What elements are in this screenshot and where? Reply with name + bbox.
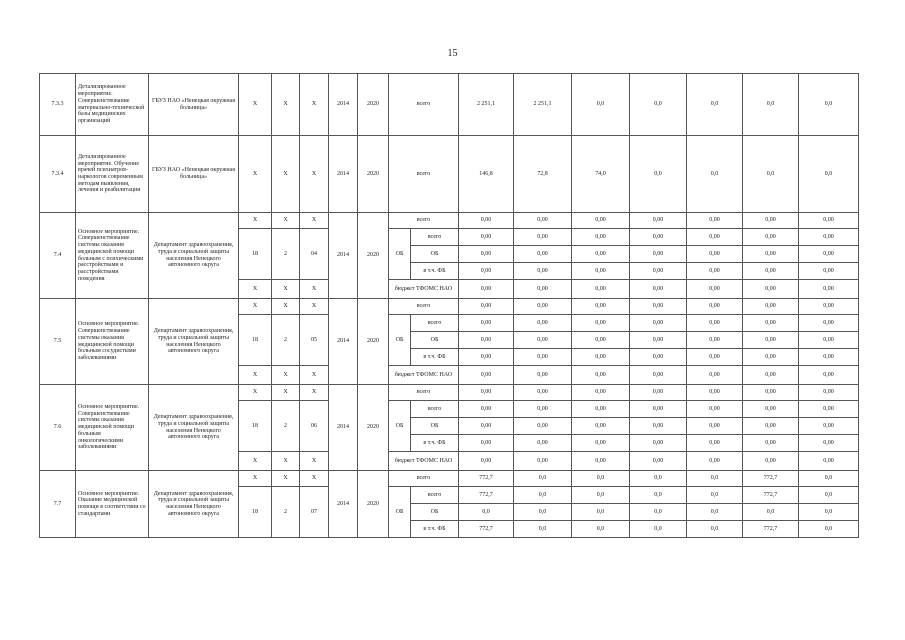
value-cell: 0,00 xyxy=(630,452,687,471)
code-mark: Х xyxy=(239,213,272,229)
year-start: 2014 xyxy=(329,299,358,385)
value-cell: 0,0 xyxy=(514,504,572,521)
year-end: 2020 xyxy=(358,74,389,136)
table-row xyxy=(40,213,859,229)
line-label: ОБ xyxy=(411,246,459,263)
block-description: Основное мероприятие. Совершенствование системы оказания медицинской помощи больным с психическими расстройствами и расстройствами поведения xyxy=(76,213,149,299)
code-mark: Х xyxy=(300,213,329,229)
line-label: бюджет ТФОМС НАО xyxy=(389,366,459,385)
value-cell: 0,00 xyxy=(630,263,687,280)
value-cell: 0,00 xyxy=(514,263,572,280)
block-executor: Департамент здравоохранения, труда и социальной защиты населения Ненецкого автономного округа xyxy=(149,299,239,385)
value-cell: 0,00 xyxy=(572,229,630,246)
row-code: 7.3.3 xyxy=(40,74,76,136)
code-value: 18 xyxy=(239,315,272,366)
value-cell: 0,0 xyxy=(687,471,743,487)
value-cell: 0,00 xyxy=(630,418,687,435)
code-value: 18 xyxy=(239,401,272,452)
value-cell: 0,00 xyxy=(743,299,799,315)
line-label: ОБ xyxy=(411,504,459,521)
value-cell: 0,00 xyxy=(630,213,687,229)
value-cell: 0,00 xyxy=(514,332,572,349)
row-code-mark: Х xyxy=(272,74,300,136)
line-label: всего xyxy=(411,229,459,246)
value-cell: 0,00 xyxy=(514,385,572,401)
ob-label: ОБ xyxy=(389,229,411,280)
value-cell: 146,8 xyxy=(459,136,514,213)
value-cell: 0,00 xyxy=(572,349,630,366)
value-cell: 0,00 xyxy=(799,299,859,315)
value-cell: 0,00 xyxy=(459,280,514,299)
code-value: 2 xyxy=(272,487,300,538)
value-cell: 0,00 xyxy=(459,418,514,435)
value-cell: 0,00 xyxy=(630,435,687,452)
value-cell: 0,00 xyxy=(514,246,572,263)
code-mark: Х xyxy=(272,299,300,315)
value-cell: 0,00 xyxy=(572,435,630,452)
value-cell: 0,00 xyxy=(799,213,859,229)
value-cell: 0,0 xyxy=(799,504,859,521)
value-cell: 0,0 xyxy=(799,136,859,213)
ob-label: ОБ xyxy=(389,487,411,538)
value-cell: 0,00 xyxy=(459,229,514,246)
value-cell: 0,00 xyxy=(630,229,687,246)
value-cell: 0,00 xyxy=(514,401,572,418)
value-cell: 0,00 xyxy=(459,246,514,263)
value-cell: 0,00 xyxy=(799,418,859,435)
code-value: 18 xyxy=(239,229,272,280)
value-cell: 0,0 xyxy=(630,521,687,538)
year-start: 2014 xyxy=(329,471,358,538)
value-cell: 0,00 xyxy=(514,315,572,332)
row-description: Детализированное мероприятие. Совершенствование материально-технической базы медицинских организаций xyxy=(76,74,149,136)
value-cell: 0,00 xyxy=(687,385,743,401)
row-code-mark: Х xyxy=(239,74,272,136)
year-start: 2014 xyxy=(329,74,358,136)
code-mark: Х xyxy=(239,385,272,401)
value-cell: 0,0 xyxy=(687,504,743,521)
value-cell: 0,00 xyxy=(630,385,687,401)
value-cell: 0,00 xyxy=(459,213,514,229)
value-cell: 0,00 xyxy=(743,401,799,418)
value-cell: 772,7 xyxy=(743,521,799,538)
value-cell: 0,00 xyxy=(572,299,630,315)
value-cell: 0,0 xyxy=(514,471,572,487)
line-label: бюджет ТФОМС НАО xyxy=(389,280,459,299)
value-cell: 0,00 xyxy=(799,315,859,332)
value-cell: 0,00 xyxy=(743,452,799,471)
value-cell: 0,00 xyxy=(514,418,572,435)
value-cell: 0,0 xyxy=(743,504,799,521)
value-cell: 0,0 xyxy=(687,487,743,504)
value-cell: 0,00 xyxy=(459,263,514,280)
row-description: Детализированное мероприятие. Обучение врачей психиатров-наркологов современным методам выявления, лечения и реабилитации xyxy=(76,136,149,213)
code-mark: Х xyxy=(239,366,272,385)
value-cell: 0,0 xyxy=(514,521,572,538)
code-mark: Х xyxy=(239,452,272,471)
value-cell: 0,00 xyxy=(799,229,859,246)
value-cell: 0,0 xyxy=(459,504,514,521)
block-executor: Департамент здравоохранения, труда и социальной защиты населения Ненецкого автономного округа xyxy=(149,471,239,538)
row-code-mark: Х xyxy=(300,74,329,136)
block-executor: Департамент здравоохранения, труда и социальной защиты населения Ненецкого автономного округа xyxy=(149,213,239,299)
value-cell: 0,00 xyxy=(743,366,799,385)
value-cell: 0,0 xyxy=(630,504,687,521)
value-cell: 0,00 xyxy=(799,435,859,452)
code-mark: Х xyxy=(272,471,300,487)
value-cell: 772,7 xyxy=(743,471,799,487)
value-cell: 0,00 xyxy=(514,366,572,385)
code-mark: Х xyxy=(239,471,272,487)
value-cell: 0,0 xyxy=(514,487,572,504)
year-end: 2020 xyxy=(358,213,389,299)
value-cell: 0,00 xyxy=(572,263,630,280)
row-label: всего xyxy=(389,74,459,136)
value-cell: 0,00 xyxy=(743,229,799,246)
code-value: 04 xyxy=(300,229,329,280)
row-code-mark: Х xyxy=(239,136,272,213)
value-cell: 0,00 xyxy=(687,213,743,229)
block-description: Основное мероприятие. Оказание медицинской помощи в соответствии со стандартами xyxy=(76,471,149,538)
code-mark: Х xyxy=(239,280,272,299)
value-cell: 0,00 xyxy=(799,263,859,280)
value-cell: 772,7 xyxy=(743,487,799,504)
code-value: 2 xyxy=(272,229,300,280)
value-cell: 0,00 xyxy=(572,280,630,299)
code-mark: Х xyxy=(239,299,272,315)
value-cell: 0,0 xyxy=(799,74,859,136)
line-label: бюджет ТФОМС НАО xyxy=(389,452,459,471)
year-end: 2020 xyxy=(358,385,389,471)
value-cell: 74,0 xyxy=(572,136,630,213)
value-cell: 0,0 xyxy=(630,471,687,487)
year-end: 2020 xyxy=(358,471,389,538)
value-cell: 0,00 xyxy=(630,315,687,332)
line-label: ОБ xyxy=(411,332,459,349)
value-cell: 0,00 xyxy=(514,280,572,299)
row-executor: ГБУЗ НАО «Ненецкая окружная больница» xyxy=(149,74,239,136)
line-label: всего xyxy=(389,213,459,229)
code-value: 05 xyxy=(300,315,329,366)
block-executor: Департамент здравоохранения, труда и социальной защиты населения Ненецкого автономного округа xyxy=(149,385,239,471)
value-cell: 0,00 xyxy=(514,435,572,452)
code-value: 2 xyxy=(272,401,300,452)
value-cell: 0,00 xyxy=(459,366,514,385)
value-cell: 0,00 xyxy=(572,385,630,401)
value-cell: 0,00 xyxy=(687,299,743,315)
value-cell: 0,0 xyxy=(687,521,743,538)
value-cell: 0,00 xyxy=(687,263,743,280)
value-cell: 0,00 xyxy=(687,401,743,418)
code-value: 18 xyxy=(239,487,272,538)
table-row xyxy=(40,299,859,315)
value-cell: 0,00 xyxy=(743,349,799,366)
value-cell: 0,00 xyxy=(687,280,743,299)
value-cell: 0,00 xyxy=(743,435,799,452)
value-cell: 0,00 xyxy=(630,401,687,418)
value-cell: 0,0 xyxy=(743,74,799,136)
value-cell: 0,00 xyxy=(572,401,630,418)
value-cell: 0,00 xyxy=(572,418,630,435)
line-label: всего xyxy=(389,385,459,401)
table-row xyxy=(40,385,859,401)
ob-label: ОБ xyxy=(389,315,411,366)
line-label: ОБ xyxy=(411,418,459,435)
code-mark: Х xyxy=(300,299,329,315)
code-mark: Х xyxy=(300,471,329,487)
code-value: 06 xyxy=(300,401,329,452)
value-cell: 0,00 xyxy=(514,349,572,366)
table-row xyxy=(40,74,859,136)
value-cell: 0,0 xyxy=(743,136,799,213)
row-code-mark: Х xyxy=(300,136,329,213)
value-cell: 0,00 xyxy=(459,435,514,452)
year-start: 2014 xyxy=(329,385,358,471)
value-cell: 0,00 xyxy=(743,418,799,435)
line-label: всего xyxy=(411,315,459,332)
code-mark: Х xyxy=(300,280,329,299)
value-cell: 0,00 xyxy=(687,452,743,471)
value-cell: 772,7 xyxy=(459,487,514,504)
value-cell: 0,00 xyxy=(799,246,859,263)
code-mark: Х xyxy=(300,385,329,401)
block-description: Основное мероприятие. Совершенствование системы оказания медицинской помощи больным онкологическими заболеваниями xyxy=(76,385,149,471)
line-label: всего xyxy=(389,471,459,487)
value-cell: 0,00 xyxy=(743,246,799,263)
row-label: всего xyxy=(389,136,459,213)
value-cell: 772,7 xyxy=(459,521,514,538)
value-cell: 0,00 xyxy=(630,280,687,299)
value-cell: 0,00 xyxy=(572,213,630,229)
value-cell: 0,00 xyxy=(514,299,572,315)
value-cell: 0,00 xyxy=(459,299,514,315)
value-cell: 0,0 xyxy=(799,471,859,487)
value-cell: 0,00 xyxy=(514,452,572,471)
code-value: 07 xyxy=(300,487,329,538)
value-cell: 0,0 xyxy=(630,136,687,213)
value-cell: 0,00 xyxy=(687,349,743,366)
code-mark: Х xyxy=(272,385,300,401)
value-cell: 0,0 xyxy=(630,487,687,504)
value-cell: 0,0 xyxy=(687,74,743,136)
value-cell: 0,00 xyxy=(799,349,859,366)
value-cell: 0,00 xyxy=(630,366,687,385)
value-cell: 0,00 xyxy=(687,435,743,452)
value-cell: 0,00 xyxy=(630,299,687,315)
value-cell: 0,0 xyxy=(687,136,743,213)
value-cell: 772,7 xyxy=(459,471,514,487)
value-cell: 0,00 xyxy=(514,213,572,229)
value-cell: 0,0 xyxy=(572,471,630,487)
block-description: Основное мероприятие. Совершенствование системы оказания медицинской помощи больным сосудистыми заболеваниями xyxy=(76,299,149,385)
value-cell: 0,00 xyxy=(630,332,687,349)
year-end: 2020 xyxy=(358,299,389,385)
value-cell: 0,0 xyxy=(572,487,630,504)
value-cell: 0,00 xyxy=(572,452,630,471)
value-cell: 0,00 xyxy=(687,418,743,435)
value-cell: 0,00 xyxy=(687,366,743,385)
value-cell: 0,00 xyxy=(743,213,799,229)
value-cell: 0,00 xyxy=(687,315,743,332)
line-label: в т.ч. ФБ xyxy=(411,263,459,280)
value-cell: 0,00 xyxy=(687,229,743,246)
value-cell: 0,00 xyxy=(572,246,630,263)
value-cell: 0,00 xyxy=(459,401,514,418)
value-cell: 0,00 xyxy=(799,385,859,401)
program-table xyxy=(39,73,859,538)
page-number: 15 xyxy=(447,48,458,59)
value-cell: 72,8 xyxy=(514,136,572,213)
value-cell: 0,00 xyxy=(687,246,743,263)
value-cell: 0,00 xyxy=(630,349,687,366)
code-mark: Х xyxy=(272,366,300,385)
value-cell: 2 251,1 xyxy=(459,74,514,136)
value-cell: 0,00 xyxy=(799,401,859,418)
value-cell: 0,00 xyxy=(572,332,630,349)
value-cell: 0,00 xyxy=(630,246,687,263)
row-code-mark: Х xyxy=(272,136,300,213)
year-end: 2020 xyxy=(358,136,389,213)
value-cell: 0,0 xyxy=(572,74,630,136)
code-mark: Х xyxy=(272,452,300,471)
value-cell: 0,0 xyxy=(630,74,687,136)
code-mark: Х xyxy=(300,366,329,385)
table-row xyxy=(40,136,859,213)
block-code: 7.5 xyxy=(40,299,76,385)
ob-label: ОБ xyxy=(389,401,411,452)
block-code: 7.6 xyxy=(40,385,76,471)
value-cell: 0,0 xyxy=(572,504,630,521)
row-executor: ГБУЗ НАО «Ненецкая окружная больница» xyxy=(149,136,239,213)
value-cell: 0,00 xyxy=(743,315,799,332)
year-start: 2014 xyxy=(329,136,358,213)
table-row xyxy=(40,471,859,487)
code-mark: Х xyxy=(272,213,300,229)
value-cell: 2 251,1 xyxy=(514,74,572,136)
block-code: 7.7 xyxy=(40,471,76,538)
year-start: 2014 xyxy=(329,213,358,299)
block-code: 7.4 xyxy=(40,213,76,299)
value-cell: 0,00 xyxy=(799,280,859,299)
value-cell: 0,00 xyxy=(743,385,799,401)
code-value: 2 xyxy=(272,315,300,366)
value-cell: 0,00 xyxy=(799,332,859,349)
code-mark: Х xyxy=(272,280,300,299)
row-code: 7.3.4 xyxy=(40,136,76,213)
value-cell: 0,00 xyxy=(459,452,514,471)
value-cell: 0,00 xyxy=(743,332,799,349)
code-mark: Х xyxy=(300,452,329,471)
value-cell: 0,0 xyxy=(799,521,859,538)
value-cell: 0,00 xyxy=(459,349,514,366)
value-cell: 0,00 xyxy=(687,332,743,349)
value-cell: 0,00 xyxy=(572,315,630,332)
line-label: всего xyxy=(411,487,459,504)
line-label: всего xyxy=(411,401,459,418)
value-cell: 0,00 xyxy=(514,229,572,246)
value-cell: 0,00 xyxy=(799,366,859,385)
value-cell: 0,00 xyxy=(743,263,799,280)
value-cell: 0,00 xyxy=(459,332,514,349)
value-cell: 0,00 xyxy=(459,385,514,401)
value-cell: 0,00 xyxy=(572,366,630,385)
value-cell: 0,00 xyxy=(799,452,859,471)
line-label: в т.ч. ФБ xyxy=(411,349,459,366)
line-label: всего xyxy=(389,299,459,315)
line-label: в т.ч. ФБ xyxy=(411,521,459,538)
value-cell: 0,00 xyxy=(743,280,799,299)
value-cell: 0,0 xyxy=(799,487,859,504)
line-label: в т.ч. ФБ xyxy=(411,435,459,452)
value-cell: 0,00 xyxy=(459,315,514,332)
value-cell: 0,0 xyxy=(572,521,630,538)
